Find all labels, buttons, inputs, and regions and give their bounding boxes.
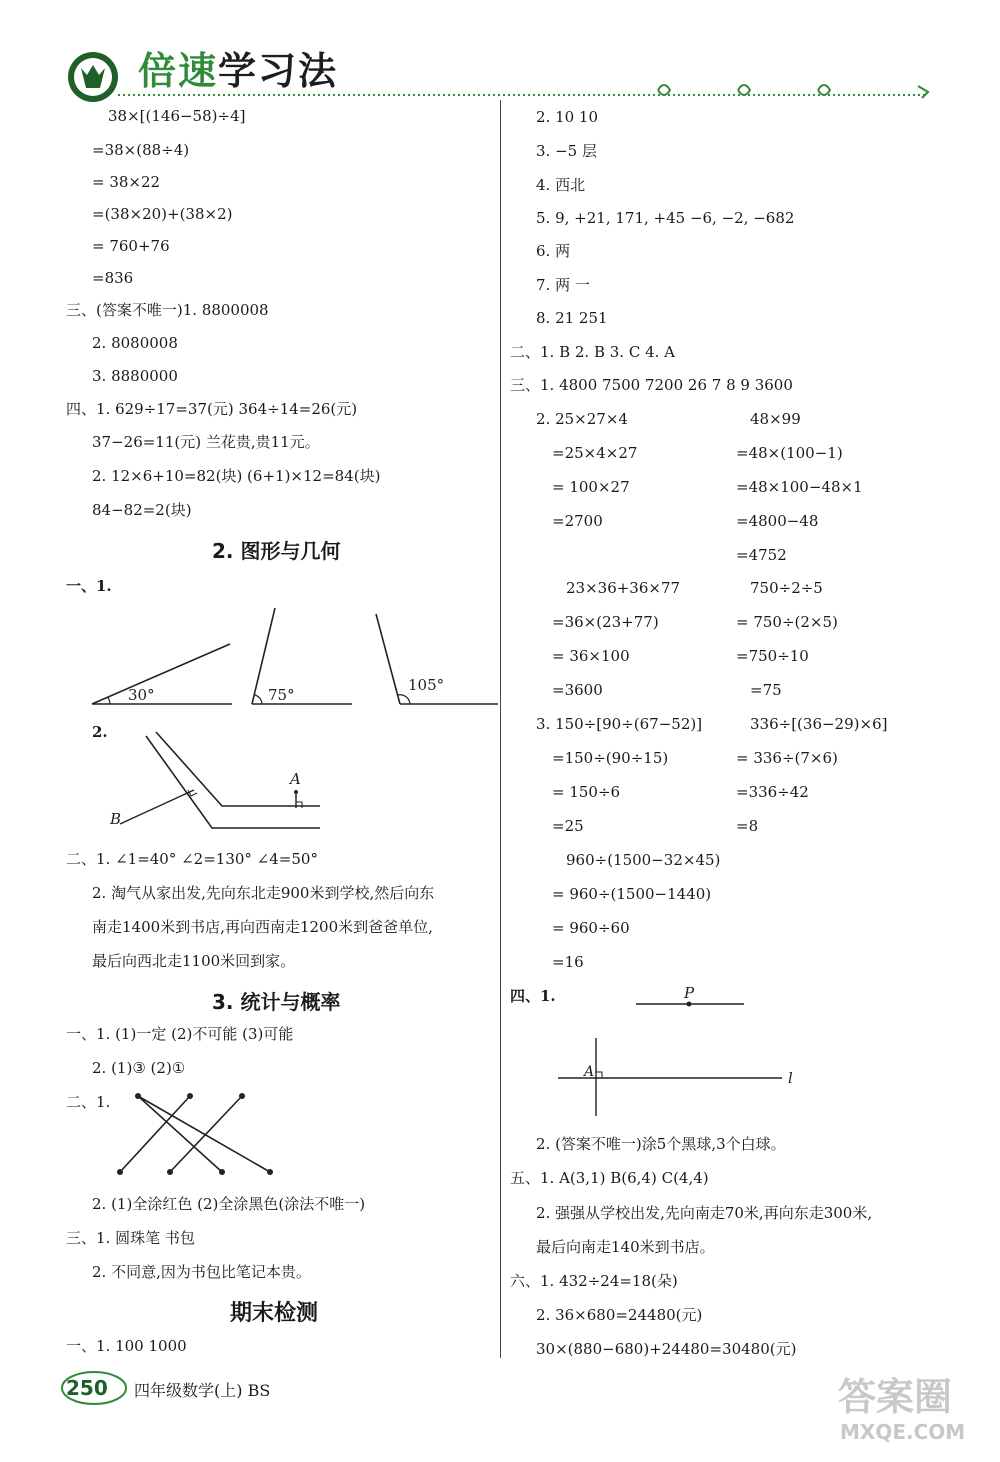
header-title: 倍速学习法	[138, 49, 339, 93]
answer-line: 南走1400米到书店,再向西南走1200米到爸爸单位,	[92, 918, 433, 936]
answer-line: 2. 36×680=24480(元)	[536, 1306, 703, 1324]
calc-line: =(38×20)+(38×2)	[92, 205, 233, 223]
calc-line: = 336÷(7×6)	[736, 749, 838, 767]
calc-line: = 960÷(1500−1440)	[552, 885, 712, 903]
calc-line: 750÷2÷5	[750, 579, 823, 597]
answer-line: 一、1. (1)一定 (2)不可能 (3)可能	[66, 1025, 294, 1043]
calc-line: =8	[736, 817, 759, 835]
calc-line: = 38×22	[92, 173, 161, 191]
answer-line: 2. 淘气从家出发,先向东北走900米到学校,然后向东	[92, 884, 435, 902]
calc-line: =75	[750, 681, 782, 699]
answer-line: 30×(880−680)+24480=30480(元)	[536, 1340, 797, 1358]
page-number: 250	[66, 1376, 108, 1400]
watermark-url: MXQE.COM	[840, 1420, 966, 1444]
calc-line: = 960÷60	[552, 919, 630, 937]
calc-line: 960÷(1500−32×45)	[566, 851, 721, 869]
angle-diagrams	[80, 600, 500, 720]
calc-line: 2. 25×27×4	[536, 410, 628, 428]
point-p-label: P	[684, 984, 695, 1002]
perpendicular-diagram	[100, 722, 330, 842]
calc-line: =48×100−48×1	[736, 478, 863, 496]
answer-line: 二、1. B 2. B 3. C 4. A	[510, 343, 675, 361]
answer-line: 三、(答案不唯一)1. 8800008	[66, 301, 269, 319]
calc-line: 336÷[(36−29)×6]	[750, 715, 888, 733]
answer-line: 最后向西北走1100米回到家。	[92, 952, 296, 970]
calc-line: =3600	[552, 681, 603, 699]
answer-line: 三、1. 4800 7500 7200 26 7 8 9 3600	[510, 376, 793, 394]
angle-label-75: 75°	[268, 686, 295, 704]
calc-line: =150÷(90÷15)	[552, 749, 669, 767]
section-title: 2. 图形与几何	[212, 539, 341, 563]
answer-line: 4. 西北	[536, 176, 586, 194]
question-label: 2.	[92, 723, 108, 741]
answer-line: 3. −5 层	[536, 142, 597, 160]
answer-line: 84−82=2(块)	[92, 501, 192, 519]
header-dotted-rule	[118, 78, 938, 102]
parallel-perpendicular-diagram	[550, 982, 810, 1120]
section-title: 3. 统计与概率	[212, 990, 341, 1014]
calc-line: =25	[552, 817, 584, 835]
calc-line: =336÷42	[736, 783, 809, 801]
answer-line: 二、1. ∠1=40° ∠2=130° ∠4=50°	[66, 850, 318, 868]
calc-line: =48×(100−1)	[736, 444, 843, 462]
calc-line: =38×(88÷4)	[92, 141, 190, 159]
answer-line: 37−26=11(元) 兰花贵,贵11元。	[92, 433, 320, 451]
answer-line: 2. 8080008	[92, 334, 178, 352]
calc-line: =4752	[736, 546, 787, 564]
answer-line: 二、1.	[66, 1093, 111, 1111]
column-divider	[500, 100, 501, 1358]
calc-line: =2700	[552, 512, 603, 530]
answer-line: 2. 强强从学校出发,先向南走70米,再向东走300米,	[536, 1204, 873, 1222]
answer-line: 2. (1)③ (2)①	[92, 1059, 186, 1077]
answer-line: 四、1. 629÷17=37(元) 364÷14=26(元)	[66, 400, 358, 418]
calc-line: = 750÷(2×5)	[736, 613, 838, 631]
calc-line: 23×36+36×77	[566, 579, 681, 597]
answer-line: 2. (1)全涂红色 (2)全涂黑色(涂法不唯一)	[92, 1195, 366, 1213]
answer-line: 8. 21 251	[536, 309, 608, 327]
answer-line: 2. (答案不唯一)涂5个黑球,3个白球。	[536, 1135, 786, 1153]
answer-line: 五、1. A(3,1) B(6,4) C(4,4)	[510, 1169, 709, 1187]
calc-line: = 150÷6	[552, 783, 621, 801]
calc-line: =16	[552, 953, 584, 971]
calc-line: = 760+76	[92, 237, 170, 255]
answer-line: 3. 8880000	[92, 367, 178, 385]
point-b-label: B	[110, 810, 122, 828]
question-label: 四、1.	[510, 987, 556, 1005]
answer-line: 7. 两 一	[536, 276, 590, 294]
calc-line: = 100×27	[552, 478, 630, 496]
line-l-label: l	[788, 1069, 793, 1087]
answer-line: 一、1. 100 1000	[66, 1337, 187, 1355]
logo-icon	[66, 50, 120, 104]
angle-label-30: 30°	[128, 686, 155, 704]
matching-diagram	[110, 1086, 280, 1178]
watermark-logo: 答案圈	[838, 1375, 953, 1419]
answer-line: 2. 12×6+10=82(块) (6+1)×12=84(块)	[92, 467, 381, 485]
calc-line: =750÷10	[736, 647, 809, 665]
answer-line: 6. 两	[536, 242, 571, 260]
calc-line: 48×99	[750, 410, 801, 428]
calc-line: = 36×100	[552, 647, 630, 665]
point-a-label: A	[290, 770, 301, 788]
calc-line: 38×[(146−58)÷4]	[108, 107, 246, 125]
answer-line: 六、1. 432÷24=18(朵)	[510, 1272, 678, 1290]
answer-line: 2. 10 10	[536, 108, 599, 126]
calc-line: =25×4×27	[552, 444, 638, 462]
answer-line: 最后向南走140米到书店。	[536, 1238, 715, 1256]
calc-line: =4800−48	[736, 512, 819, 530]
angle-label-105: 105°	[408, 676, 445, 694]
section-title: 期末检测	[230, 1301, 319, 1326]
calc-line: =36×(23+77)	[552, 613, 659, 631]
calc-line: 3. 150÷[90÷(67−52)]	[536, 715, 703, 733]
calc-line: =836	[92, 269, 134, 287]
answer-line: 2. 不同意,因为书包比笔记本贵。	[92, 1263, 311, 1281]
answer-line: 三、1. 圆珠笔 书包	[66, 1229, 195, 1247]
point-a-label: A	[584, 1064, 595, 1080]
answer-line: 5. 9, +21, 171, +45 −6, −2, −682	[536, 209, 795, 227]
question-label: 一、1.	[66, 577, 112, 595]
book-title: 四年级数学(上) BS	[134, 1381, 271, 1400]
